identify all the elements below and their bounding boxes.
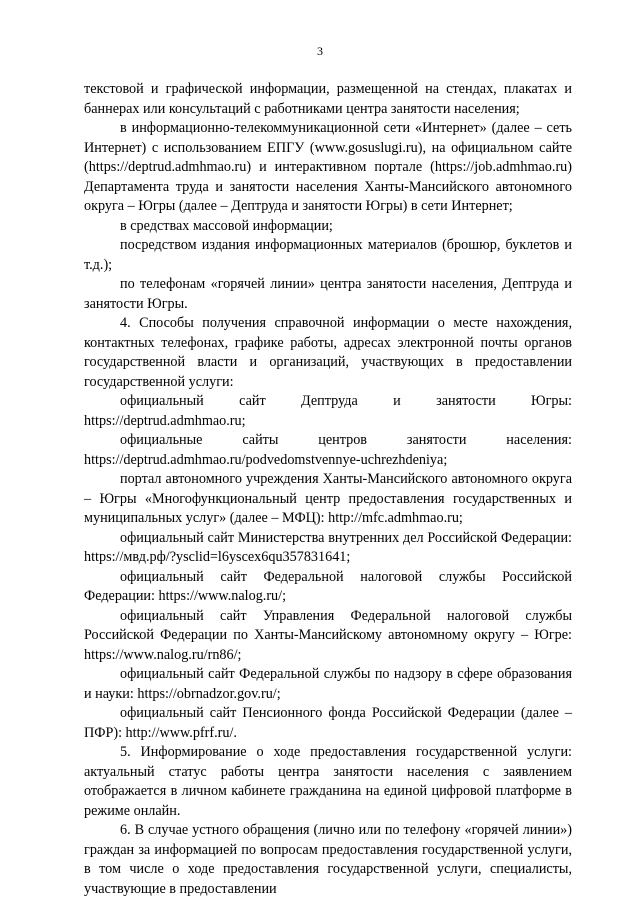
- paragraph: по телефонам «горячей линии» центра занятости населения, Дептруда и занятости Югры.: [84, 276, 572, 312]
- document-body: [84, 80, 572, 899]
- paragraph: официальный сайт Дептруда и занятости Югры: https://deptrud.admhmao.ru;: [84, 393, 572, 429]
- paragraph: портал автономного учреждения Ханты-Мансийского автономного округа – Югры «Многофункциональный центр предоставления государственных и муниципальных услуг» (далее – МФЦ): http://mfc.admhmao.ru;: [84, 471, 572, 526]
- paragraph: официальные сайты центров занятости населения: https://deptrud.admhmao.ru/podvedomstvennye-uchrezhdeniya;: [84, 432, 572, 468]
- paragraph: 5. Информирование о ходе предоставления государственной услуги: актуальный статус работы центра занятости населения с заявлением отображается в личном кабинете гражданина на единой цифровой платформе в режиме онлайн.: [84, 744, 572, 819]
- paragraph: официальный сайт Министерства внутренних дел Российской Федерации: https://мвд.рф/?ysclid=l6yscex6qu357831641;: [84, 529, 572, 565]
- paragraph: официальный сайт Управления Федеральной налоговой службы Российской Федерации по Ханты-Мансийскому автономному округу – Югре: https://www.nalog.ru/rn86/;: [84, 607, 572, 663]
- paragraph: 4. Способы получения справочной информации о месте нахождения, контактных телефонах, графике работы, адресах электронной почты органов государственной власти и организаций, участвующих в предоставлении государственной услуги:: [84, 315, 572, 390]
- paragraph: в информационно-телекоммуникационной сети «Интернет» (далее – сеть Интернет) с использованием ЕПГУ (www.gosuslugi.ru), на официальном сайте (https://deptrud.admhmao.ru) и интерактивном портале (https://job.admhmao.ru) Департамента труда и занятости населения Ханты-Мансийского автономного округа – Югры (далее – Дептруда и занятости Югры) в сети Интернет;: [84, 120, 572, 214]
- paragraph: официальный сайт Федеральной налоговой службы Российской Федерации: https://www.nalog.ru/;: [84, 568, 572, 604]
- page-number: 3: [317, 44, 323, 58]
- paragraph: посредством издания информационных материалов (брошюр, буклетов и т.д.);: [84, 237, 572, 273]
- paragraph: официальный сайт Федеральной службы по надзору в сфере образования и науки: https://obrnadzor.gov.ru/;: [84, 666, 572, 702]
- paragraph: 6. В случае устного обращения (лично или по телефону «горячей линии») граждан за информацией по вопросам предоставления государственной услуги, в том числе о ходе предоставления государственной услуги, специалисты, участвующие в предоставлении: [84, 822, 572, 897]
- paragraph: официальный сайт Пенсионного фонда Российской Федерации (далее – ПФР): http://www.pfrf.ru/.: [84, 705, 572, 741]
- paragraph: в средствах массовой информации;: [120, 217, 333, 234]
- paragraph: текстовой и графической информации, размещенной на стендах, плакатах и баннерах или консультаций с работниками центра занятости населения;: [84, 81, 572, 117]
